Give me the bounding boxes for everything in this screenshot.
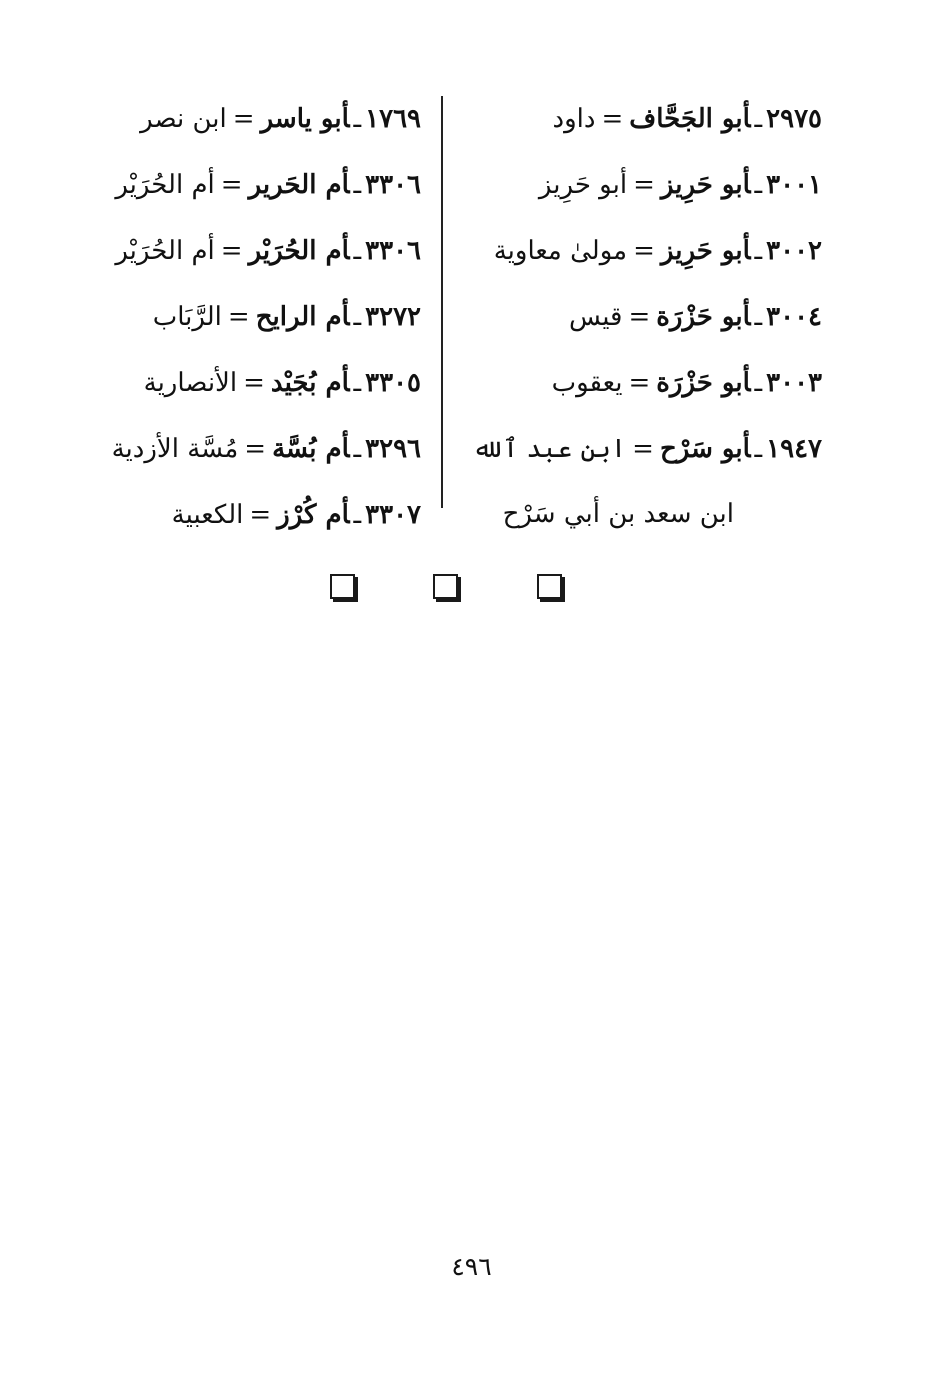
index-column-right	[462, 86, 822, 546]
entry-heading: أبو حَزْرَة	[656, 368, 751, 398]
entry-target: أبو حَرِيز	[538, 170, 628, 200]
entry-heading: أبو حَرِيز	[660, 170, 751, 200]
equals-sign: =	[601, 104, 624, 134]
index-entry	[86, 152, 421, 218]
entry-number: ٣٠٠٤	[766, 302, 822, 332]
entry-separator: ـ	[353, 500, 362, 530]
index-entry	[462, 86, 822, 152]
entry-number: ٣٣٠٦	[365, 170, 421, 200]
equals-sign: =	[633, 170, 655, 200]
entry-separator: ـ	[353, 368, 362, 398]
entry-number: ٣٣٠٧	[365, 500, 421, 530]
entry-target: يعقوب	[551, 368, 623, 398]
entry-number: ١٧٦٩	[365, 104, 421, 134]
entry-heading: أم بُجَيْد	[270, 368, 350, 398]
entry-number: ٣٠٠٣	[766, 368, 822, 398]
entry-separator: ـ	[353, 302, 362, 332]
entry-separator: ـ	[754, 236, 763, 266]
entry-continuation: ابن سعد بن أبي سَرْح	[502, 499, 734, 529]
entry-target: أم الحُرَيْر	[115, 170, 215, 200]
index-entry	[462, 152, 822, 218]
entry-separator: ـ	[754, 434, 763, 464]
index-entry	[86, 482, 421, 548]
entry-heading: أبو حَزْرَة	[656, 302, 751, 332]
entry-separator: ـ	[353, 434, 362, 464]
entry-target: ابن عبد ٱلله	[472, 434, 627, 464]
entry-target: الأنصارية	[143, 368, 238, 398]
entry-number: ١٩٤٧	[766, 434, 822, 464]
entry-heading: أبو الجَحَّاف	[629, 104, 751, 134]
entry-target: الرَّبَاب	[152, 302, 222, 332]
index-entry	[86, 416, 421, 482]
entry-separator: ـ	[353, 236, 362, 266]
index-entry	[462, 416, 822, 546]
equals-sign: =	[220, 236, 243, 266]
equals-sign: =	[220, 170, 243, 200]
equals-sign: =	[244, 434, 267, 464]
entry-separator: ـ	[353, 170, 362, 200]
equals-sign: =	[632, 434, 654, 464]
equals-sign: =	[227, 302, 250, 332]
entry-number: ٣٢٩٦	[365, 434, 421, 464]
index-entry	[86, 218, 421, 284]
entry-heading: أبو ياسر	[260, 104, 350, 134]
entry-separator: ـ	[754, 104, 763, 134]
entry-target: مولىٰ معاوية	[493, 236, 628, 266]
page-number: ٤٩٦	[451, 1252, 492, 1281]
index-entry	[462, 218, 822, 284]
entry-target: أم الحُرَيْر	[115, 236, 215, 266]
entry-heading: أم الحُرَيْر	[248, 236, 350, 266]
entry-target: ابن نصر	[140, 104, 227, 134]
entry-target: مُسَّة الأزدية	[111, 434, 239, 464]
square-box-icon	[433, 574, 458, 599]
square-box-icon	[537, 574, 562, 599]
entry-target: داود	[552, 104, 596, 134]
end-of-section-marks	[0, 574, 943, 604]
entry-target: الكعبية	[171, 500, 244, 530]
index-entry	[462, 284, 822, 350]
index-entry	[86, 284, 421, 350]
equals-sign: =	[232, 104, 255, 134]
entry-separator: ـ	[754, 302, 763, 332]
entry-heading: أم الحَرير	[248, 170, 350, 200]
index-column-left	[86, 86, 421, 548]
entry-separator: ـ	[754, 170, 763, 200]
entry-number: ٣٠٠١	[766, 170, 822, 200]
equals-sign: =	[628, 368, 651, 398]
entry-heading: أم بُسَّة	[272, 434, 350, 464]
entry-heading: أم كُرْز	[277, 500, 350, 530]
equals-sign: =	[633, 236, 655, 266]
entry-number: ٣٣٠٦	[365, 236, 421, 266]
equals-sign: =	[243, 368, 265, 398]
index-entry	[86, 350, 421, 416]
entry-number: ٣٣٠٥	[365, 368, 421, 398]
index-entry	[462, 350, 822, 416]
entry-number: ٣٢٧٢	[365, 302, 421, 332]
entry-number: ٣٠٠٢	[766, 236, 822, 266]
entry-target: قيس	[569, 302, 623, 332]
entry-separator: ـ	[353, 104, 362, 134]
entry-heading: أبو حَرِيز	[660, 236, 751, 266]
column-divider	[441, 96, 443, 508]
entry-number: ٢٩٧٥	[766, 104, 822, 134]
entry-separator: ـ	[754, 368, 763, 398]
equals-sign: =	[249, 500, 272, 530]
entry-heading: أم الرايح	[255, 302, 350, 332]
square-box-icon	[330, 574, 355, 599]
equals-sign: =	[628, 302, 651, 332]
index-entry	[86, 86, 421, 152]
entry-heading: أبو سَرْح	[659, 434, 751, 464]
